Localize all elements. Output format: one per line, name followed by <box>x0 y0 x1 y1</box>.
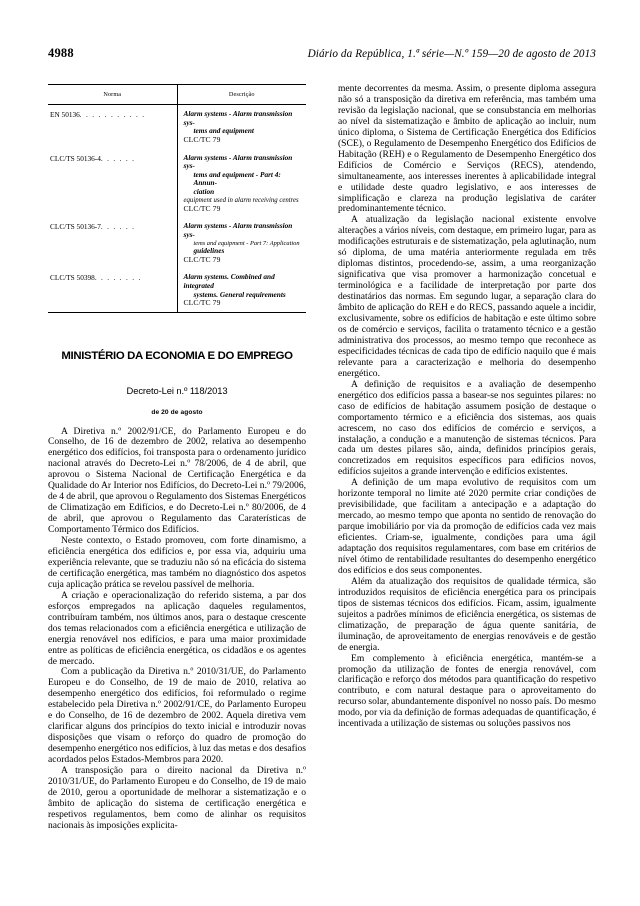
publication-title: Diário da República, 1.ª série—N.º 159—20 de agosto de 2013 <box>307 48 596 60</box>
table-row <box>48 217 306 268</box>
leader-dots: . . . . . . . . <box>94 273 142 283</box>
desc-committee-code: CLC/TC 79 <box>183 254 221 264</box>
paragraph: mente decorrentes da mesma. Assim, o presente diploma assegura não só a transposição da diretiva em referência, mas também uma revisão da legislação nacional, que se consubstancia em melhorias ao nível da sistematização e âmbito de aplicação ao incluir, num único diploma, o Sistema de Certificação Energética dos Edifícios (SCE), o Regulamento de Desempenho Energético dos Edifícios de Habitação (REH) e o Regulamento de Desempenho Energético dos Edifícios de Comércio e Serviços (RECS), atendendo, simultaneamente, aos interesses inerentes à aplicabilidade integral e utilidade deste quadro legislativo, e aos interesses de simplificação e clareza na produção legislativa de caráter predominantemente técnico. <box>338 83 596 215</box>
table-row <box>48 149 306 218</box>
cell-norma <box>48 149 177 218</box>
table-row <box>48 105 306 149</box>
desc-line-1: Alarm systems - Alarm transmission sys- <box>183 109 293 127</box>
desc-line-1: Alarm systems - Alarm transmission sys- <box>183 152 293 171</box>
paragraph: Com a publicação da Diretiva n.º 2010/31/UE, do Parlamento Europeu e do Conselho, de 19 de maio de 2010, relativa ao desempenho energético dos edifícios, foi reformulado o regime estabelecido pela Diretiva n.º 2002/91/CE, do Parlamento Europeu e do Conselho, de 16 de dezembro de 2002. Aquela diretiva vem clarificar alguns dos princípios do texto inicial e introduzir novas disposições que visam o reforço do quadro de promoção do desempenho energético nos edifícios, à luz das metas e dos desafios acordados pelos Estados-Membros para 2020. <box>48 666 306 766</box>
norma-code: CLC/TS 50136-7 <box>50 222 101 232</box>
table-header-row <box>48 85 306 105</box>
desc-title <box>184 110 305 136</box>
column-header-descricao: Descrição <box>177 85 306 105</box>
desc-line-3: guidelines <box>193 246 225 256</box>
desc-line-3: ciation <box>193 186 215 196</box>
paragraph: A definição de um mapa evolutivo de requisitos com um horizonte temporal no limite até 2020 permite criar condições de previsibilidade, que facilitam a antecipação e a adaptação do mercado, ao mesmo tempo que aponta no sentido de renovação do parque imobiliário por via da promoção de edifícios cada vez mais eficientes. Criam-se, igualmente, condições para uma ágil adaptação dos requisitos regulamentares, com base em critérios de nível ótimo de rentabilidade resultantes do desempenho energético dos edifícios e dos seus componentes. <box>338 477 596 576</box>
right-column-text <box>338 84 596 730</box>
cell-norma <box>48 217 177 268</box>
desc-title <box>184 222 305 255</box>
right-column <box>338 84 596 874</box>
decree-date: de 20 de agosto <box>151 408 203 416</box>
leader-dots: . . . . . . <box>100 153 136 163</box>
paragraph: Além da atualização dos requisitos de qualidade térmica, são introduzidos requisitos de eficiência energética para os principais tipos de sistemas técnicos dos edifícios. Ficam, assim, igualmente sujeitos a padrões mínimos de eficiência energética, os sistemas de climatização, de preparação de água quente sanitária, de iluminação, de aproveitamento de energias renováveis e de gestão de energia. <box>338 575 596 653</box>
cell-descricao <box>177 149 306 218</box>
desc-title <box>184 154 305 205</box>
two-column-body <box>48 84 596 874</box>
paragraph: Em complemento à eficiência energética, mantém-se a promoção da utilização de fontes de energia renovável, com clarificação e reforço dos métodos para quantificação do respetivo contributo, e com natural destaque para o aproveitamento do recurso solar, abundantemente disponível no nosso país. Do mesmo modo, por via da definição de formas adequadas de quantificação, é incentivada a utilização de sistemas ou soluções passivos nos <box>338 652 596 730</box>
norma-code: EN 50136 <box>50 110 80 119</box>
desc-line-2: tems and equipment - Part 7: Application <box>193 239 300 247</box>
table-row <box>48 268 306 312</box>
desc-line-2: tems and equipment - Part 4: Annun- <box>193 169 281 188</box>
desc-committee-code: CLC/TC 79 <box>183 298 221 308</box>
norma-code: CLC/TS 50136-4 <box>50 153 101 163</box>
cell-descricao <box>177 268 306 312</box>
desc-line-1: Alarm systems - Alarm transmission sys- <box>183 221 293 239</box>
cell-descricao <box>177 217 306 268</box>
paragraph: A Diretiva n.º 2002/91/CE, do Parlamento Europeu e do Conselho, de 16 de dezembro de 2002, relativa ao desempenho energético dos edifícios, foi transposta para o ordenamento jurídico nacional através do Decreto-Lei n.º 78/2006, de 4 de abril, que aprovou o Sistema Nacional de Certificação Energética e da Qualidade do Ar Interior nos Edifícios, do Decreto-Lei n.º 79/2006, de 4 de abril, que aprovou o Regulamento dos Sistemas Energéticos de Climatização em Edifícios, e do Decreto-Lei n.º 80/2006, de 4 de abril, que aprovou o Regulamento das Caraterísticas de Comportamento Térmico dos Edifícios. <box>48 425 306 536</box>
table-bottom-rule <box>48 312 306 313</box>
leader-dots: . . . . . . . . . . . <box>79 110 146 119</box>
desc-committee-code: CLC/TC 79 <box>183 134 221 144</box>
running-head <box>48 46 596 66</box>
desc-title <box>184 273 305 299</box>
paragraph: A criação e operacionalização do referido sistema, a par dos esforços empregados na aplicação daqueles regulamentos, contribuíram também, nos últimos anos, para o destaque crescente dos temas relacionados com a eficiência energética e utilização de energia renovável nos edifícios, e para uma maior proximidade entre as políticas de eficiência energética, os cidadãos e os agentes de mercado. <box>48 589 306 667</box>
column-header-norma: Norma <box>48 85 177 105</box>
leader-dots: . . . . . . <box>100 222 136 232</box>
paragraph: A definição de requisitos e a avaliação de desempenho energético dos edifícios passa a basear-se nos seguintes pilares: no caso de edifícios de habitação assumem posição de destaque o comportamento térmico e a eficiência dos sistemas, aos quais acrescem, no caso dos edifícios de comércio e serviços, a instalação, a condução e a manutenção de sistemas técnicos. Para cada um destes pilares são, ainda, definidos princípios gerais, concretizados em requisitos específicos para edifícios novos, edifícios sujeitos a grande intervenção e edifícios existentes. <box>338 378 596 478</box>
cell-norma <box>48 268 177 312</box>
desc-line-2: tems and equipment <box>193 126 254 136</box>
ministry-heading: MINISTÉRIO DA ECONOMIA E DO EMPREGO <box>61 349 293 362</box>
cell-descricao <box>177 105 306 149</box>
paragraph: A atualização da legislação nacional existente envolve alterações a vários níveis, com destaque, em primeiro lugar, para as modificações estruturais e de sistematização, pela aglutinação, num só diploma, de uma matéria anteriormente regulada em três diplomas distintos, procedendo-se, assim, a uma reorganização significativa que visa promover a harmonização concetual e terminológica e a facilidade de interpretação por parte dos destinatários das normas. Em segundo lugar, a separação clara do âmbito de aplicação do REH e do RECS, passando aquele a incidir, exclusivamente, sobre os edifícios de habitação e este último sobre os de comércio e serviços, facilita o tratamento técnico e a gestão administrativa dos processos, ao mesmo tempo que reconhece as especificidades técnicas de cada tipo de edifício naquilo que é mais relevante para a caracterização e melhoria do desempenho energético. <box>338 214 596 379</box>
standards-table <box>48 84 306 313</box>
desc-committee-code: CLC/TC 79 <box>183 203 221 213</box>
desc-line-1: Alarm systems. Combined and integrated <box>183 272 275 291</box>
decree-title: Decreto-Lei n.º 118/2013 <box>126 384 228 396</box>
paragraph: Neste contexto, o Estado promoveu, com forte dinamismo, a eficiência energética dos edifícios e, por essa via, adquiriu uma experiência relevante, que se traduziu não só na eficácia do sistema de certificação energética, mas também no diagnóstico dos aspetos cuja aplicação prática se revelou passível de melhoria. <box>48 535 306 590</box>
page-number: 4988 <box>48 46 74 60</box>
norma-code: CLC/TS 50398 <box>50 273 95 283</box>
desc-line-4: equipment used in alarm receiving centres <box>183 196 299 204</box>
cell-norma <box>48 105 177 149</box>
left-column-text <box>48 427 306 832</box>
left-column <box>48 84 306 874</box>
paragraph: A transposição para o direito nacional da Diretiva n.º 2010/31/UE, do Parlamento Europeu e do Conselho, de 19 de maio de 2010, gerou a oportunidade de melhorar a sistematização e o âmbito de aplicação do sistema de certificação energética e respetivos regulamentos, bem como de alinhar os requisitos nacionais às imposições explicita- <box>48 765 306 831</box>
desc-line-2: systems. General requirements <box>193 289 286 299</box>
